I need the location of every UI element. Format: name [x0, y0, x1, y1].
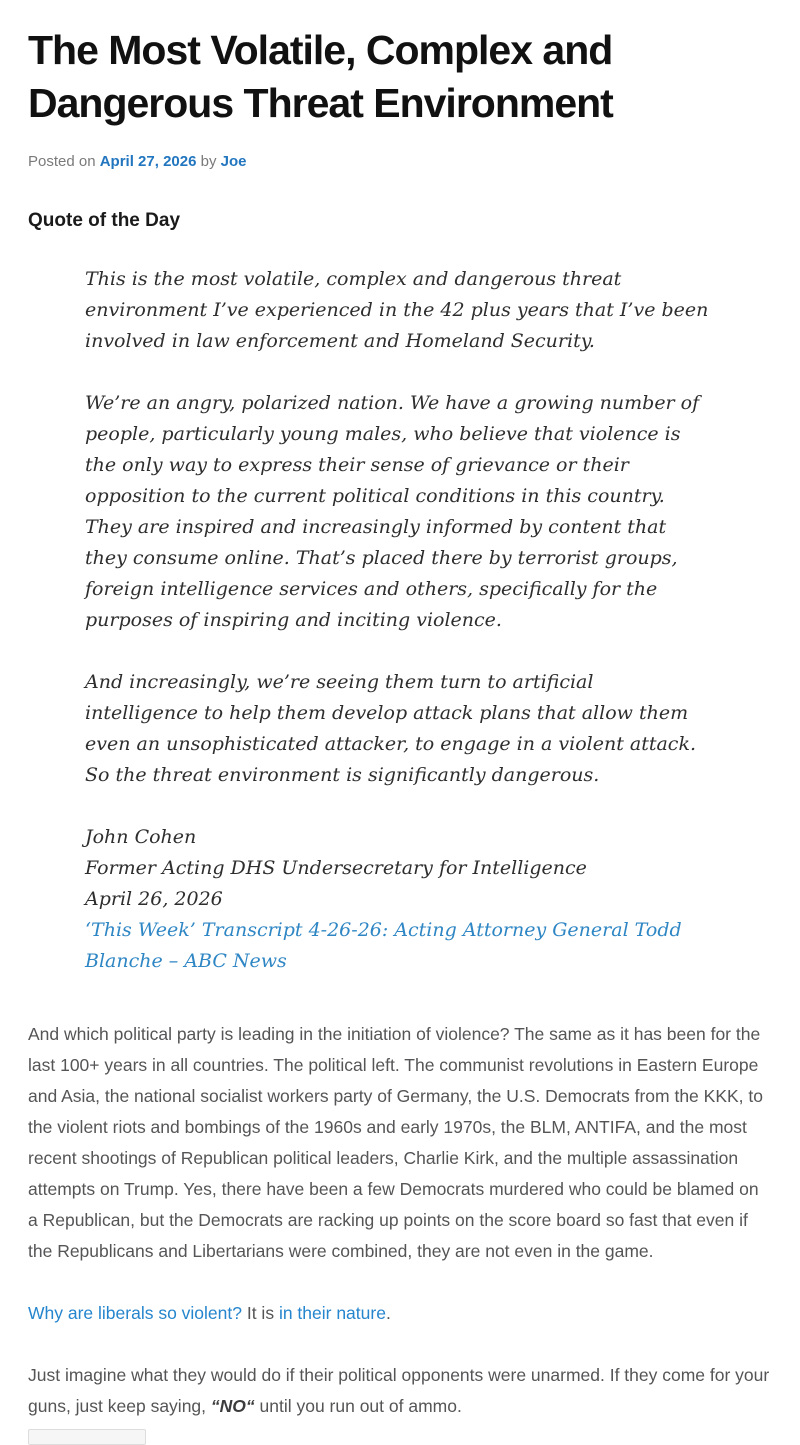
quote-paragraph-1: This is the most volatile, complex and dangerous threat environment I’ve experienced in the 42 plus years that I’ve been involved in law enforcement and Homeland Security. [85, 267, 709, 352]
link-sentence [28, 1298, 772, 1329]
link-sentence-period: . [385, 1302, 391, 1323]
paragraph-2-post: until you run out of ammo. [254, 1395, 462, 1416]
quote-attribution [85, 822, 712, 977]
quote-paragraph-3: And increasingly, we’re seeing them turn to artificial intelligence to help them develop attack plans that allow them even an unsophisticated attacker, to engage in a violent attack. So the threat environment is significantly dangerous. [85, 670, 697, 786]
body-paragraph-1: And which political party is leading in the initiation of violence? The same as it has been for the last 100+ years in all countries. The political left. The communist revolutions in Eastern Europe and Asia, the national socialist workers party of Germany, the U.S. Democrats from the KKK, to the violent riots and bombings of the 1960s and early 1970s, the BLM, ANTIFA, and the most recent shootings of Republican political leaders, Charlie Kirk, and the multiple assassination attempts on Trump. Yes, there have been a few Democrats murdered who could be blamed on a Republican, but the Democrats are racking up points on the score board so fast that even if the Republicans and Libertarians were combined, they are not even in the game. [28, 1023, 763, 1261]
by-label: by [196, 152, 221, 170]
attribution-role: Former Acting DHS Undersecretary for Intelligence [85, 856, 587, 879]
post-title: The Most Volatile, Complex and Dangerous Threat Environment [28, 27, 613, 127]
quote-paragraph-2: We’re an angry, polarized nation. We have a growing number of people, particularly young males, who believe that violence is the only way to express their sense of grievance or their opposition to the current political conditions in this country. They are inspired and increasingly informed by content that they consume online. That’s placed there by terrorist groups, foreign intelligence services and others, specifically for the purposes of inspiring and inciting violence. [85, 391, 700, 631]
post-author-link[interactable]: Joe [220, 152, 247, 170]
attribution-date: April 26, 2026 [85, 887, 223, 910]
posted-on-label: Posted on [28, 152, 100, 170]
no-emphasis-text: “NO“ [210, 1395, 255, 1416]
attribution-name: John Cohen [85, 825, 197, 848]
in-their-nature-link[interactable]: in their nature [278, 1302, 386, 1323]
transcript-source-link[interactable]: ‘This Week’ Transcript 4-26-26: Acting Attorney General Todd Blanche – ABC News [85, 918, 682, 972]
paragraph-2-pre: Just imagine what they would do if their political opponents were unarmed. If they come for your guns, just keep saying, [28, 1364, 770, 1416]
post-meta [28, 153, 772, 170]
why-liberals-violent-link[interactable]: Why are liberals so violent? [28, 1302, 242, 1323]
cropped-bottom-element [28, 1429, 146, 1445]
post-date-link[interactable]: April 27, 2026 [99, 152, 197, 170]
body-paragraph-2 [28, 1360, 772, 1422]
quote-of-the-day-heading: Quote of the Day [28, 209, 181, 231]
post-body [28, 1019, 772, 1422]
quote-block [85, 264, 712, 977]
link-sentence-middle: It is [241, 1302, 279, 1323]
